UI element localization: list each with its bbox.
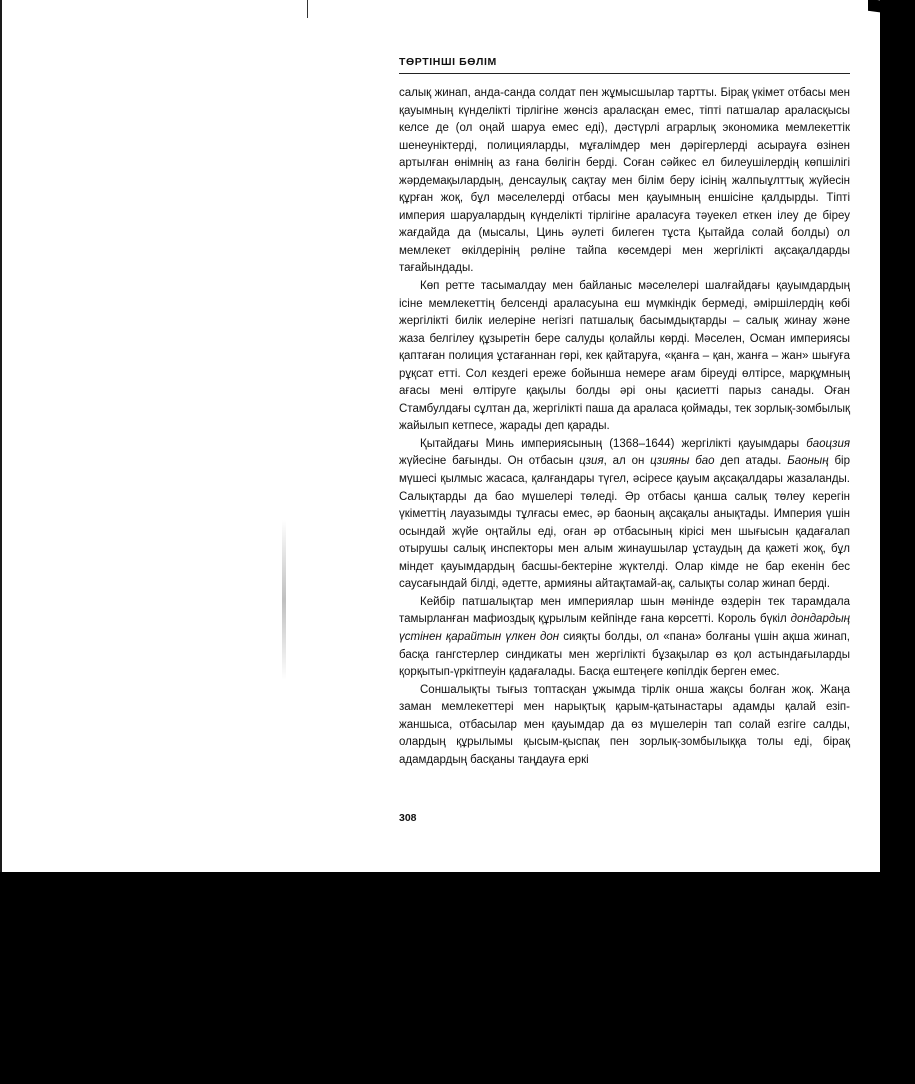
text-run: Кейбір патшалықтар мен империялар шын мәнінде өздерін тек тарамдала тамырланған мафиоздық құрылым кейпінде ғана көрсетті. Король бүкіл bbox=[399, 595, 850, 626]
paragraph bbox=[399, 278, 850, 436]
italic-term: цзия bbox=[579, 455, 604, 468]
text-run: Қытайдағы Минь империясының (1368–1644) жергілікті қауымдары bbox=[420, 437, 807, 450]
scan-bottom-border bbox=[0, 872, 915, 1084]
text-run: , ал он bbox=[603, 455, 651, 468]
running-head-rule bbox=[399, 73, 850, 74]
paragraph bbox=[399, 594, 850, 682]
italic-term: дондардың үстінен қарайтын үлкен дон bbox=[399, 613, 850, 643]
text-run: сияқты болды, ол «пана» болғаны үшін ақша жинап, басқа гангстерлер синдикаты мен жергілікті бұзақылар өз қол астындағыларды қорқытып-үркітпеуін қадағалады. Басқа ештеңеге көпілдік берген емес. bbox=[399, 630, 850, 679]
body-text bbox=[399, 85, 850, 769]
paragraph bbox=[399, 436, 850, 594]
paragraph bbox=[399, 682, 850, 770]
text-run: Көп ретте тасымалдау мен байланыс мәселелері шалғайдағы қауымдардың ісіне мемлекеттің белсенді араласуына еш мүмкіндік бермеді, әміршілердің көбі жергілікті билік иелеріне негізгі патшалық басымдықтарды – салық жинау және жаза белгілеу құзыретін бере салуды қолайлы көрді. Мәселен, Осман империясы қаптаған полиция ұстағаннан гөрі, кек қайтаруға, «қанға – қан, жанға – жан» шығуға рұқсат етті. Сол кездегі ереже бойынша немере ағам біреуді өлтірсе, марқұмның ағасы мені өлтіруге қақылы болды әрі оны қасиетті парыз санады. Оған Стамбулдағы сұлтан да, жергілікті паша да араласа қоймады, тек зорлық-зомбылық жайылып кетпесе, жарады деп қарады. bbox=[399, 280, 850, 433]
text-run: жүйесіне бағынды. Он отбасын bbox=[399, 455, 580, 468]
italic-term: Баоның bbox=[787, 455, 829, 468]
scan-fold-shadow bbox=[282, 520, 286, 680]
paragraph bbox=[399, 85, 850, 278]
text-run: Соншалықты тығыз топтасқан ұжымда тірлік онша жақсы болған жоқ. Жаңа заман мемлекеттері мен нарықтық қарым-қатынастары адамды қалай езіп-жаншыса, отбасылар мен қауымдар да өз мүшелерін тап солай езгіге салды, олардың құрылымы қысым-қыспақ пен зорлық-зомбылыққа толы еді, бірақ адамдардың басқаны таңдауға еркі bbox=[399, 683, 850, 766]
scan-top-mark bbox=[307, 0, 308, 18]
text-run: салық жинап, анда-санда солдат пен жұмысшылар тартты. Бірақ үкімет отбасы мен қауымның күнделікті тірлігіне жөнсіз араласқан емес, тіпті патшалар араласқысы келсе де (ол оңай шаруа емес еді), дәстүрлі аграрлық экономика мемлекеттік шенеуніктерді, полицияларды, мұғалімдер мен дәрігерлерді асырауға өзінен артылған өнімнің аз ғана бөлігін берді. Соған сәйкес ел билеушілердің көпшілігі жәрдемақылардың, денсаулық сақтау мен білім беру ісінің жалпыұлттық жүйесін құрған жоқ, бұл мәселелерді отбасы мен қауымның еншісіне қалдырды. Тіпті империя шаруалардың күнделікті тірлігіне араласуға тәуекел еткен ілеу де біреу жағдайда да (мысалы, Цинь әулеті билеген тұста Қытайда солай болды) ол мемлекет өкілдерінің рөліне тайпа көсемдері мен жергілікті ақсақалдарды тағайындады. bbox=[399, 87, 850, 275]
italic-term: цзияны бао bbox=[650, 455, 715, 468]
italic-term: баоцзия bbox=[806, 437, 850, 450]
text-run: деп атады. bbox=[714, 455, 788, 468]
text-run: бір мүшесі қылмыс жасаса, қалғандары түгел, әсіресе қауым ақсақалдары жазаланды. Салықтарды да бао мүшелері төледі. Әр отбасы қанша салық төлеу керегін үкіметтің лауазымды тұлғасы емес, әр баоның ақсақалы анықтады. Империя үшін осындай жүйе оңтайлы еді, оған әр отбасының кірісі мен шығысын қадағалап отырушы салық инспекторы мен алым жинаушылар ұстаудың да қажеті жоқ, бұл міндет қауымдардың басшы-бектеріне жүктелді. Олар кімде не бар екенін бес саусағындай білді, әдетте, армияны айтақтамай-ақ, салықты солар жинап берді. bbox=[399, 455, 850, 591]
page-number: 308 bbox=[399, 812, 417, 824]
book-page bbox=[399, 56, 850, 769]
running-head: ТӨРТІНШІ БӨЛІМ bbox=[399, 56, 497, 68]
